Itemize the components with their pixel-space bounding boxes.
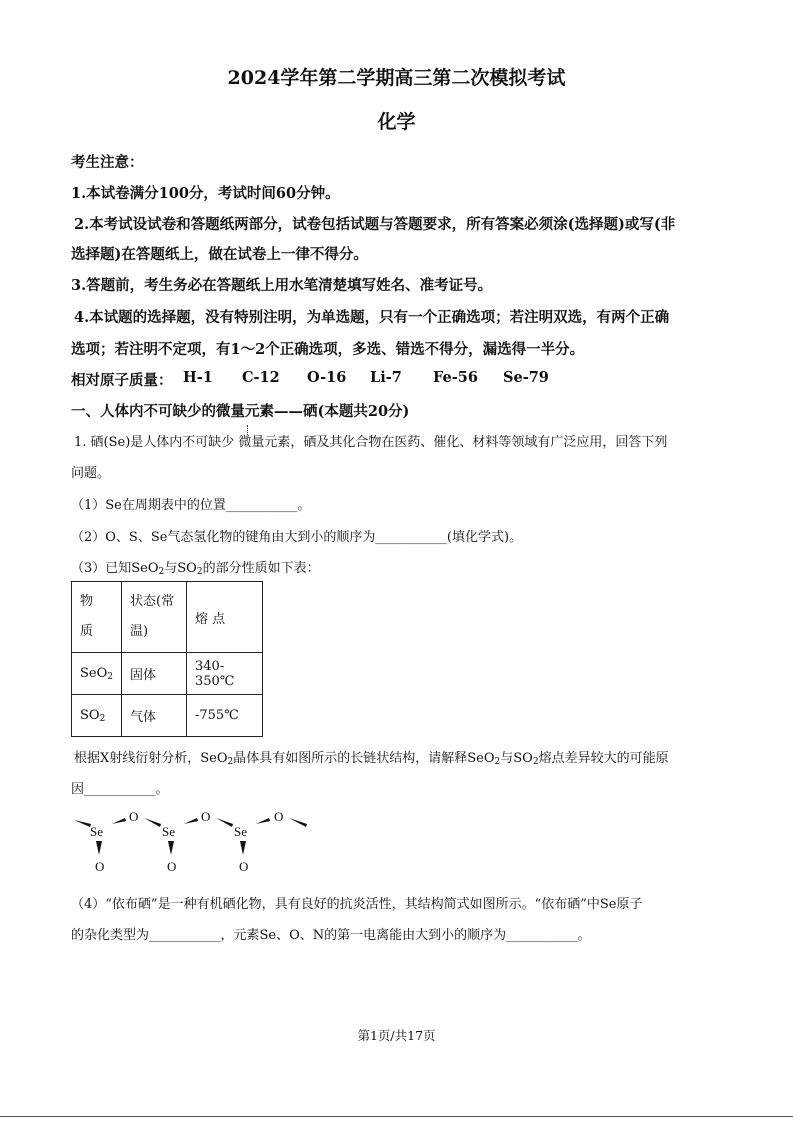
cell-seo2 bbox=[72, 653, 122, 695]
page-footer: 第1页/共17页 bbox=[357, 1028, 436, 1043]
table-header-row bbox=[72, 582, 263, 653]
atom-o: O bbox=[167, 859, 177, 874]
notice-heading: 考生注意： bbox=[71, 154, 144, 171]
cell-so2-mp: -755℃ bbox=[187, 695, 263, 737]
subscript-2: 2 bbox=[158, 567, 165, 577]
section-1-heading: 一、人体内不可缺少的微量元素——硒(本题共20分) bbox=[71, 403, 410, 420]
subject-title: 化学 bbox=[377, 111, 416, 133]
atomic-mass-fe: Fe-56 bbox=[433, 369, 478, 386]
bond-wedge bbox=[74, 820, 91, 827]
cell-so2-state: 气体 bbox=[122, 695, 187, 737]
header-state-l2: 温) bbox=[130, 624, 149, 639]
q1-part-3-question bbox=[74, 747, 669, 766]
q1-part-3-question-line-2: 因___________。 bbox=[71, 782, 169, 797]
bond-wedge bbox=[256, 818, 270, 824]
atom-o: O bbox=[129, 809, 139, 824]
cell-seo2-state: 固体 bbox=[122, 653, 187, 695]
seo2-chain-structure bbox=[68, 805, 318, 880]
atom-se: Se bbox=[162, 824, 175, 839]
notice-line-6: 选项；若注明不定项，有1～2个正确选项，多选、错选不得分，漏选得一半分。 bbox=[71, 341, 585, 358]
atom-se: Se bbox=[90, 824, 103, 839]
header-cell-substance bbox=[72, 582, 122, 653]
notice-line-3: 选择题)在答题纸上，做在试卷上一律不得分。 bbox=[71, 246, 368, 263]
atomic-mass-se: Se-79 bbox=[503, 369, 549, 386]
table-row bbox=[72, 653, 263, 695]
cell-seo2-text: SeO bbox=[80, 666, 108, 681]
atom-o: O bbox=[201, 809, 211, 824]
cell-so2 bbox=[72, 695, 122, 737]
subscript-2: 2 bbox=[227, 757, 234, 767]
exam-title: 2024学年第二学期高三第二次模拟考试 bbox=[227, 67, 566, 89]
bond-wedge bbox=[144, 818, 161, 827]
bond-wedge bbox=[240, 841, 246, 855]
bond-wedge bbox=[96, 841, 102, 855]
atomic-mass-li: Li-7 bbox=[370, 369, 402, 386]
notice-line-4: 3.答题前，考生务必在答题纸上用水笔清楚填写姓名、准考证号。 bbox=[71, 277, 493, 294]
notice-line-1: 1.本试卷满分100分，考试时间60分钟。 bbox=[71, 185, 340, 202]
notice-line-2: 2.本考试设试卷和答题纸两部分，试卷包括试题与答题要求，所有答案必须涂(选择题)或写(非 bbox=[74, 216, 676, 233]
bond-wedge bbox=[184, 818, 198, 824]
header-cell-state bbox=[122, 582, 187, 653]
table-row bbox=[72, 695, 263, 737]
q1-part-3-question-a: 根据X射线衍射分析，SeO bbox=[74, 751, 228, 766]
footnote-mark bbox=[247, 425, 251, 435]
q1-intro-line-2: 问题。 bbox=[71, 466, 111, 481]
q1-part-3-a: （3）已知SeO bbox=[71, 561, 159, 576]
q1-part-3-question-c: 与SO bbox=[500, 751, 533, 766]
atomic-mass-label: 相对原子质量： bbox=[71, 372, 173, 389]
q1-part-4-line-1: （4）“依布硒”是一种有机硒化物，具有良好的抗炎活性，其结构简式如图所示。“依布硒”中Se原子 bbox=[71, 897, 643, 912]
cell-seo2-mp: 340-350℃ bbox=[187, 653, 263, 695]
subscript-2: 2 bbox=[196, 567, 203, 577]
atomic-mass-o: O-16 bbox=[307, 369, 347, 386]
header-state-l1: 状态(常 bbox=[130, 594, 175, 609]
cell-so2-text: SO bbox=[80, 708, 100, 723]
header-cell-melting-point: 熔 点 bbox=[187, 582, 263, 653]
atomic-mass-c: C-12 bbox=[242, 369, 280, 386]
bond-wedge bbox=[168, 841, 174, 855]
bottom-divider bbox=[0, 1116, 793, 1117]
q1-part-4-line-2: 的杂化类型为___________，元素Se、O、N的第一电离能由大到小的顺序为___________。 bbox=[71, 928, 591, 943]
subscript-2: 2 bbox=[107, 672, 113, 682]
subscript-2: 2 bbox=[494, 757, 501, 767]
bond-wedge bbox=[216, 818, 233, 827]
subscript-2: 2 bbox=[532, 757, 539, 767]
header-substance-l1: 物 bbox=[80, 594, 94, 609]
properties-table bbox=[71, 581, 263, 737]
bond-wedge bbox=[289, 818, 307, 827]
notice-line-5: 4.本试题的选择题，没有特别注明，为单选题，只有一个正确选项；若注明双选，有两个正确 bbox=[74, 309, 670, 326]
q1-part-2: （2）O、S、Se气态氢化物的键角由大到小的顺序为___________(填化学式)。 bbox=[71, 530, 523, 545]
atom-o: O bbox=[95, 859, 105, 874]
q1-part-1: （1）Se在周期表中的位置___________。 bbox=[71, 498, 311, 513]
subscript-2: 2 bbox=[99, 714, 106, 724]
q1-intro-line-1: 1. 硒(Se)是人体内不可缺少 微量元素，硒及其化合物在医药、催化、材料等领域有广泛应用，回答下列 bbox=[74, 435, 668, 450]
q1-part-3-b: 与SO bbox=[164, 561, 197, 576]
atomic-mass-h: H-1 bbox=[183, 369, 213, 386]
atom-o: O bbox=[274, 809, 284, 824]
q1-part-3-question-b: 晶体具有如图所示的长链状结构，请解释SeO bbox=[233, 751, 495, 766]
q1-part-3-question-d: 熔点差异较大的可能原 bbox=[538, 751, 669, 766]
q1-part-3-c: 的部分性质如下表： bbox=[202, 561, 320, 576]
atom-se: Se bbox=[234, 824, 247, 839]
q1-part-3 bbox=[71, 557, 320, 576]
atom-o: O bbox=[239, 859, 249, 874]
bond-wedge bbox=[112, 818, 126, 824]
header-substance-l2: 质 bbox=[80, 624, 94, 639]
